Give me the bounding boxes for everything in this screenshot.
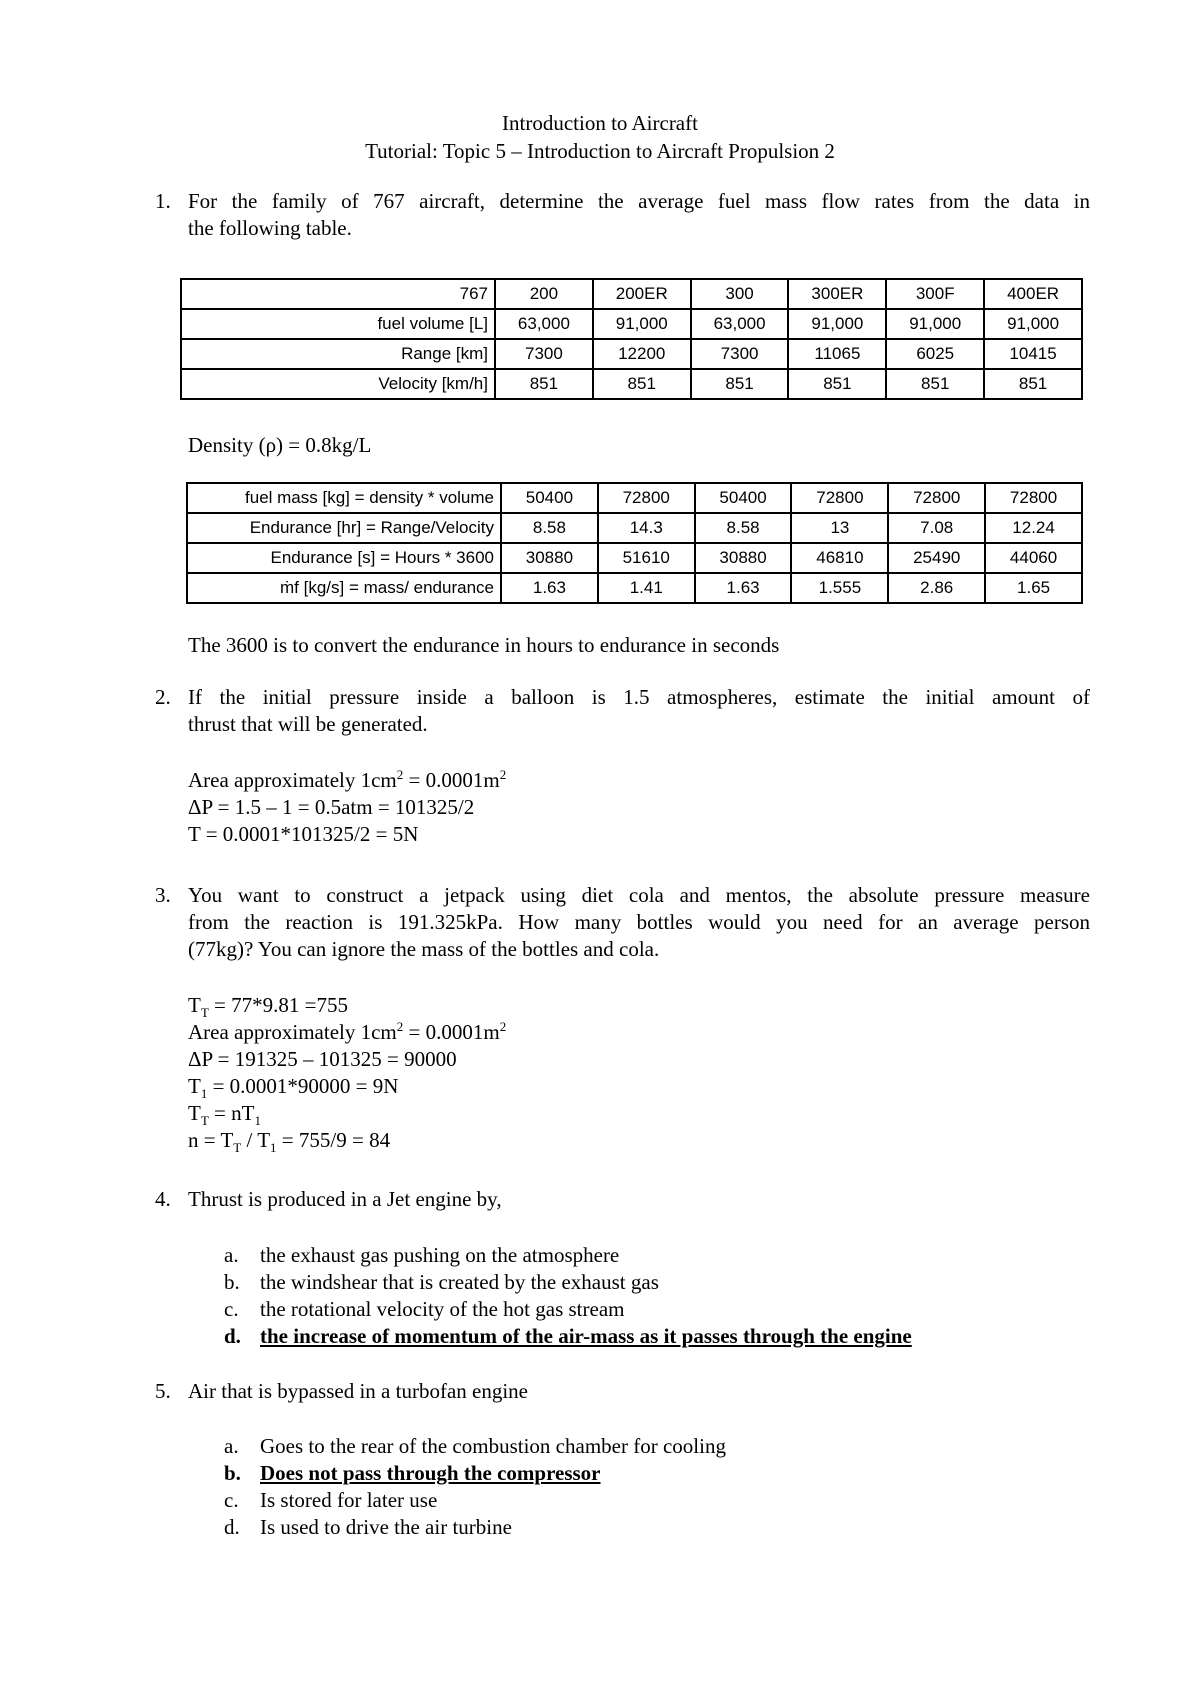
q3-number: 3.: [155, 883, 171, 907]
table-cell: 44060: [985, 543, 1082, 573]
q3-delta-p: ΔP = 191325 – 101325 = 90000: [188, 1047, 457, 1071]
q5-option-a: [224, 1433, 726, 1459]
table-cell: 91,000: [788, 309, 886, 339]
area-text: = 0.0001m: [403, 1020, 500, 1044]
document-title: Introduction to Aircraft: [502, 111, 698, 135]
subscript: T: [200, 1005, 209, 1021]
q4-text: Thrust is produced in a Jet engine by,: [188, 1187, 502, 1211]
table-cell: 851: [984, 369, 1082, 399]
q2-thrust: T = 0.0001*101325/2 = 5N: [188, 822, 419, 846]
option-letter: c.: [224, 1297, 239, 1321]
subscript: 1: [200, 1086, 208, 1102]
table-row: [181, 339, 1082, 369]
table-cell: 72800: [888, 483, 985, 513]
table-cell: 851: [593, 369, 691, 399]
row-label: fuel mass [kg] = density * volume: [187, 483, 501, 513]
table-cell: 12200: [593, 339, 691, 369]
q4-option-b: [224, 1269, 659, 1295]
table-cell: 50400: [695, 483, 792, 513]
table-cell: 851: [886, 369, 984, 399]
table-cell: 6025: [886, 339, 984, 369]
table-cell: 300F: [886, 279, 984, 309]
q5-number: 5.: [155, 1379, 171, 1403]
equation: = 77*9.81 =755: [208, 993, 348, 1017]
q4-option-c: [224, 1296, 624, 1322]
option-text: Does not pass through the compressor: [260, 1461, 601, 1485]
table-cell: 7300: [691, 339, 789, 369]
area-text: = 0.0001m: [403, 768, 500, 792]
option-text: the increase of momentum of the air-mass as it passes through the engine: [260, 1324, 912, 1348]
table-cell: 1.63: [501, 573, 598, 603]
q3-text: You want to construct a jetpack using diet cola and mentos, the absolute pressure measure: [188, 883, 1090, 907]
subscript: 1: [270, 1140, 277, 1156]
density-line: Density (ρ) = 0.8kg/L: [188, 433, 372, 457]
q1-number: 1.: [155, 189, 171, 213]
table-cell: 851: [691, 369, 789, 399]
table-row: [181, 309, 1082, 339]
table-cell: 72800: [985, 483, 1082, 513]
table-cell: 51610: [598, 543, 695, 573]
table-cell: 200: [495, 279, 593, 309]
q3-tt: [188, 1100, 261, 1129]
subscript: 1: [254, 1113, 261, 1129]
equation: = nT: [208, 1101, 255, 1125]
equation: = 755/9 = 84: [276, 1128, 391, 1152]
table-cell: 25490: [888, 543, 985, 573]
option-text: Is stored for later use: [260, 1488, 438, 1512]
table-cell: 2.86: [888, 573, 985, 603]
option-letter: b.: [224, 1461, 241, 1485]
table-cell: 11065: [788, 339, 886, 369]
option-text: the exhaust gas pushing on the atmosphere: [260, 1243, 620, 1267]
superscript: 2: [499, 767, 507, 782]
option-letter: a.: [224, 1243, 239, 1267]
table-cell: 91,000: [593, 309, 691, 339]
table-cell: 7.08: [888, 513, 985, 543]
table-cell: 1.41: [598, 573, 695, 603]
row-label: Endurance [hr] = Range/Velocity: [187, 513, 501, 543]
row-label: Range [km]: [181, 339, 495, 369]
q5-text: Air that is bypassed in a turbofan engine: [188, 1379, 528, 1403]
q3-text-cont: from the reaction is 191.325kPa. How many bottles would you need for an average person: [188, 910, 1090, 934]
table-cell: 63,000: [691, 309, 789, 339]
table-cell: 30880: [501, 543, 598, 573]
option-letter: d.: [224, 1324, 241, 1348]
table-cell: 91,000: [886, 309, 984, 339]
q1-text: For the family of 767 aircraft, determine the average fuel mass flow rates from the data in: [188, 189, 1090, 213]
q5-option-c: [224, 1487, 437, 1513]
table-cell: 72800: [598, 483, 695, 513]
table-cell: 400ER: [984, 279, 1082, 309]
table-cell: 14.3: [598, 513, 695, 543]
document-subtitle: Tutorial: Topic 5 – Introduction to Aircraft Propulsion 2: [365, 139, 835, 163]
q3-text-cont2: (77kg)? You can ignore the mass of the bottles and cola.: [188, 937, 660, 961]
superscript: 2: [396, 767, 404, 782]
table-cell: 200ER: [593, 279, 691, 309]
q3-area-line: [188, 1019, 506, 1045]
table-cell: 7300: [495, 339, 593, 369]
endurance-table: [186, 482, 1083, 604]
table-row: [187, 483, 1082, 513]
table-cell: 1.63: [695, 573, 792, 603]
fuel-data-table: [180, 278, 1083, 400]
symbol: T: [188, 1074, 201, 1098]
table-cell: 30880: [695, 543, 792, 573]
table-cell: 46810: [791, 543, 888, 573]
q4-number: 4.: [155, 1187, 171, 1211]
q2-delta-p: ΔP = 1.5 – 1 = 0.5atm = 101325/2: [188, 795, 475, 819]
table-cell: 12.24: [985, 513, 1082, 543]
option-text: Goes to the rear of the combustion chamber for cooling: [260, 1434, 726, 1458]
area-text: Area approximately 1cm: [188, 1020, 397, 1044]
q2-text: If the initial pressure inside a balloon is 1.5 atmospheres, estimate the initial amount of: [188, 685, 1090, 709]
table-cell: 1.65: [985, 573, 1082, 603]
table-cell: 50400: [501, 483, 598, 513]
q3-t1: [188, 1073, 399, 1102]
q2-text-cont: thrust that will be generated.: [188, 712, 428, 736]
q4-option-a: [224, 1242, 619, 1268]
q5-option-b-answer: [224, 1460, 601, 1486]
equation: / T: [241, 1128, 271, 1152]
row-label: Velocity [km/h]: [181, 369, 495, 399]
table-cell: 8.58: [501, 513, 598, 543]
table-cell: 767: [181, 279, 495, 309]
table-cell: 851: [788, 369, 886, 399]
q5-option-d: [224, 1514, 512, 1540]
table-cell: 1.555: [791, 573, 888, 603]
table-cell: 72800: [791, 483, 888, 513]
symbol: T: [188, 1101, 201, 1125]
table-cell: 851: [495, 369, 593, 399]
table-row: [187, 573, 1082, 603]
subscript: T: [233, 1140, 242, 1156]
option-text: the windshear that is created by the exhaust gas: [260, 1270, 659, 1294]
row-label: fuel volume [L]: [181, 309, 495, 339]
table-cell: 10415: [984, 339, 1082, 369]
equation: = 0.0001*90000 = 9N: [207, 1074, 399, 1098]
q2-number: 2.: [155, 685, 171, 709]
option-text: Is used to drive the air turbine: [260, 1515, 512, 1539]
table-cell: 13: [791, 513, 888, 543]
subscript: T: [200, 1113, 209, 1129]
equation: n = T: [188, 1128, 234, 1152]
option-text: the rotational velocity of the hot gas stream: [260, 1297, 625, 1321]
table-row: [181, 369, 1082, 399]
table-cell: 63,000: [495, 309, 593, 339]
table-header-row: [181, 279, 1082, 309]
table-cell: 300ER: [788, 279, 886, 309]
superscript: 2: [499, 1019, 507, 1034]
symbol: T: [188, 993, 201, 1017]
q3-total-thrust: [188, 992, 348, 1021]
row-label: Endurance [s] = Hours * 3600: [187, 543, 501, 573]
option-letter: d.: [224, 1515, 240, 1539]
q3-n: [188, 1127, 391, 1156]
table-cell: 300: [691, 279, 789, 309]
table-row: [187, 543, 1082, 573]
q1-note: The 3600 is to convert the endurance in hours to endurance in seconds: [188, 633, 780, 657]
option-letter: c.: [224, 1488, 239, 1512]
table-cell: 8.58: [695, 513, 792, 543]
superscript: 2: [396, 1019, 404, 1034]
q4-option-d-answer: [224, 1323, 912, 1349]
q2-area-line: [188, 767, 506, 793]
area-text: Area approximately 1cm: [188, 768, 397, 792]
q1-text-cont: the following table.: [188, 216, 352, 240]
option-letter: b.: [224, 1270, 240, 1294]
table-row: [187, 513, 1082, 543]
row-label: ṁf [kg/s] = mass/ endurance: [187, 573, 501, 603]
table-cell: 91,000: [984, 309, 1082, 339]
option-letter: a.: [224, 1434, 239, 1458]
